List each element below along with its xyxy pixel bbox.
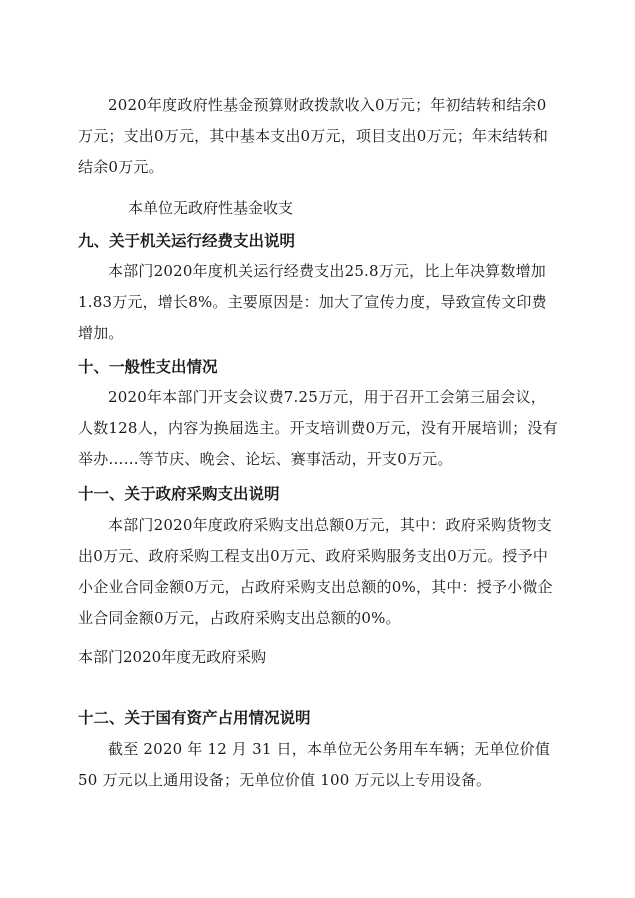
section-11-note: 本部门2020年度无政府采购 xyxy=(78,648,267,666)
section-11-body: 本部门2020年度政府采购支出总额0万元，其中：政府采购货物支出0万元、政府采购工程支出0万元、政府采购服务支出0万元。授予中小企业合同金额0万元，占政府采购支出总额的0%，其中：授予小微企业合同金额0万元，占政府采购支出总额的0%。 xyxy=(78,516,553,627)
section-10-heading: 十、一般性支出情况 xyxy=(78,358,218,376)
section-12-body: 截至 2020 年 12 月 31 日，本单位无公务用车车辆；无单位价值 50 万元以上通用设备；无单位价值 100 万元以上专用设备。 xyxy=(78,740,551,789)
section-9-body: 本部门2020年度机关运行经费支出25.8万元，比上年决算数增加1.83万元，增长8%。主要原因是：加大了宣传力度，导致宣传文印费增加。 xyxy=(78,262,547,342)
government-fund-paragraph: 2020年度政府性基金预算财政拨款收入0万元；年初结转和结余0万元；支出0万元，其中基本支出0万元，项目支出0万元；年末结转和结余0万元。 xyxy=(78,96,549,176)
government-fund-note: 本单位无政府性基金收支 xyxy=(128,199,294,217)
section-10-body: 2020年本部门开支会议费7.25万元，用于召开工会第三届会议，人数128人，内容为换届选主。开支培训费0万元，没有开展培训；没有举办……等节庆、晚会、论坛、赛事活动，开支0万元。 xyxy=(78,388,558,468)
section-11-heading: 十一、关于政府采购支出说明 xyxy=(78,485,280,503)
section-9-heading: 九、关于机关运行经费支出说明 xyxy=(78,232,296,250)
section-12-heading: 十二、关于国有资产占用情况说明 xyxy=(78,709,311,727)
